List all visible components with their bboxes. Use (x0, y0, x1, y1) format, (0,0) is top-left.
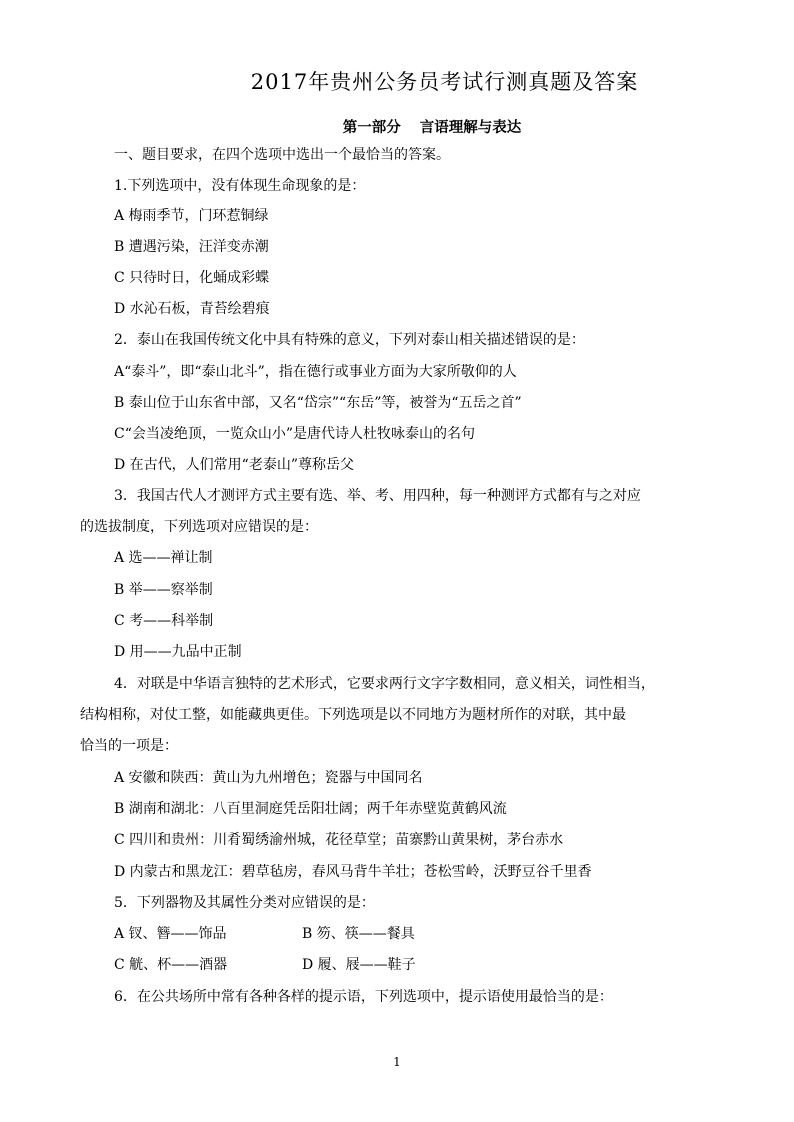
question-6: 6．在公共场所中常有各种各样的提示语，下列选项中，提示语使用最恰当的是： (114, 989, 613, 1005)
q2-option-a: A“泰斗”，即“泰山北斗”，指在德行或事业方面为大家所敬仰的人 (114, 364, 517, 380)
question-3-cont: 的选拔制度，下列选项对应错误的是： (80, 519, 318, 535)
q2-option-b: B 泰山位于山东省中部，又名“岱宗”“东岳”等，被誉为“五岳之首” (114, 395, 522, 411)
q2-option-c: C“会当凌绝顶，一览众山小”是唐代诗人杜牧咏泰山的名句 (114, 426, 476, 442)
q2-option-d: D 在古代，人们常用“老泰山”尊称岳父 (114, 457, 354, 473)
q5-option-d: D 履、屐——鞋子 (302, 957, 416, 973)
page-number: 1 (393, 1055, 401, 1069)
q5-option-a: A 钗、簪——饰品 (114, 926, 227, 942)
section-part: 第一部分 (342, 119, 401, 136)
q4-option-d: D 内蒙古和黑龙江：碧草毡房，春风马背牛羊壮；苍松雪岭，沃野豆谷千里香 (114, 864, 592, 880)
question-4-cont-2: 恰当的一项是： (80, 738, 178, 754)
q3-option-d: D 用——九品中正制 (114, 644, 242, 660)
instruction: 一、题目要求，在四个选项中选出一个最恰当的答案。 (114, 147, 450, 163)
q3-option-b: B 举——察举制 (114, 582, 213, 598)
q1-option-c: C 只待时日，化蛹成彩蝶 (114, 270, 270, 286)
q4-option-a: A 安徽和陕西：黄山为九州增色；瓷器与中国同名 (114, 770, 423, 786)
question-1: 1.下列选项中，没有体现生命现象的是： (114, 178, 366, 194)
q1-option-b: B 遭遇污染，汪洋变赤潮 (114, 239, 269, 255)
q1-option-a: A 梅雨季节，门环惹铜绿 (114, 208, 269, 224)
q5-option-b: B 笏、筷——餐具 (302, 926, 415, 942)
q3-option-c: C 考——科举制 (114, 613, 214, 629)
question-5: 5．下列器物及其属性分类对应错误的是： (114, 895, 375, 911)
section-heading (0, 116, 794, 137)
q4-option-c: C 四川和贵州：川肴蜀绣渝州城，花径草堂；苗寨黔山黄果树，茅台赤水 (114, 832, 564, 848)
q4-option-b: B 湖南和湖北：八百里洞庭凭岳阳壮阔；两千年赤壁览黄鹤风流 (114, 801, 507, 817)
question-4: 4．对联是中华语言独特的艺术形式，它要求两行文字字数相同，意义相关，词性相当， (114, 676, 655, 692)
question-4-cont-1: 结构相称，对仗工整，如能藏典更佳。下列选项是以不同地方为题材所作的对联，其中最 (80, 707, 626, 723)
q1-option-d: D 水沁石板，青苔绘碧痕 (114, 301, 270, 317)
q5-option-c: C 觥、杯——酒器 (114, 957, 228, 973)
question-2: 2．泰山在我国传统文化中具有特殊的意义，下列对泰山相关描述错误的是： (114, 332, 585, 348)
question-3: 3．我国古代人才测评方式主要有选、举、考、用四种，每一种测评方式都有与之对应 (114, 488, 641, 504)
q3-option-a: A 选——禅让制 (114, 550, 213, 566)
section-name: 言语理解与表达 (419, 119, 522, 136)
document-title: 2017年贵州公务员考试行测真题及答案 (250, 70, 639, 94)
